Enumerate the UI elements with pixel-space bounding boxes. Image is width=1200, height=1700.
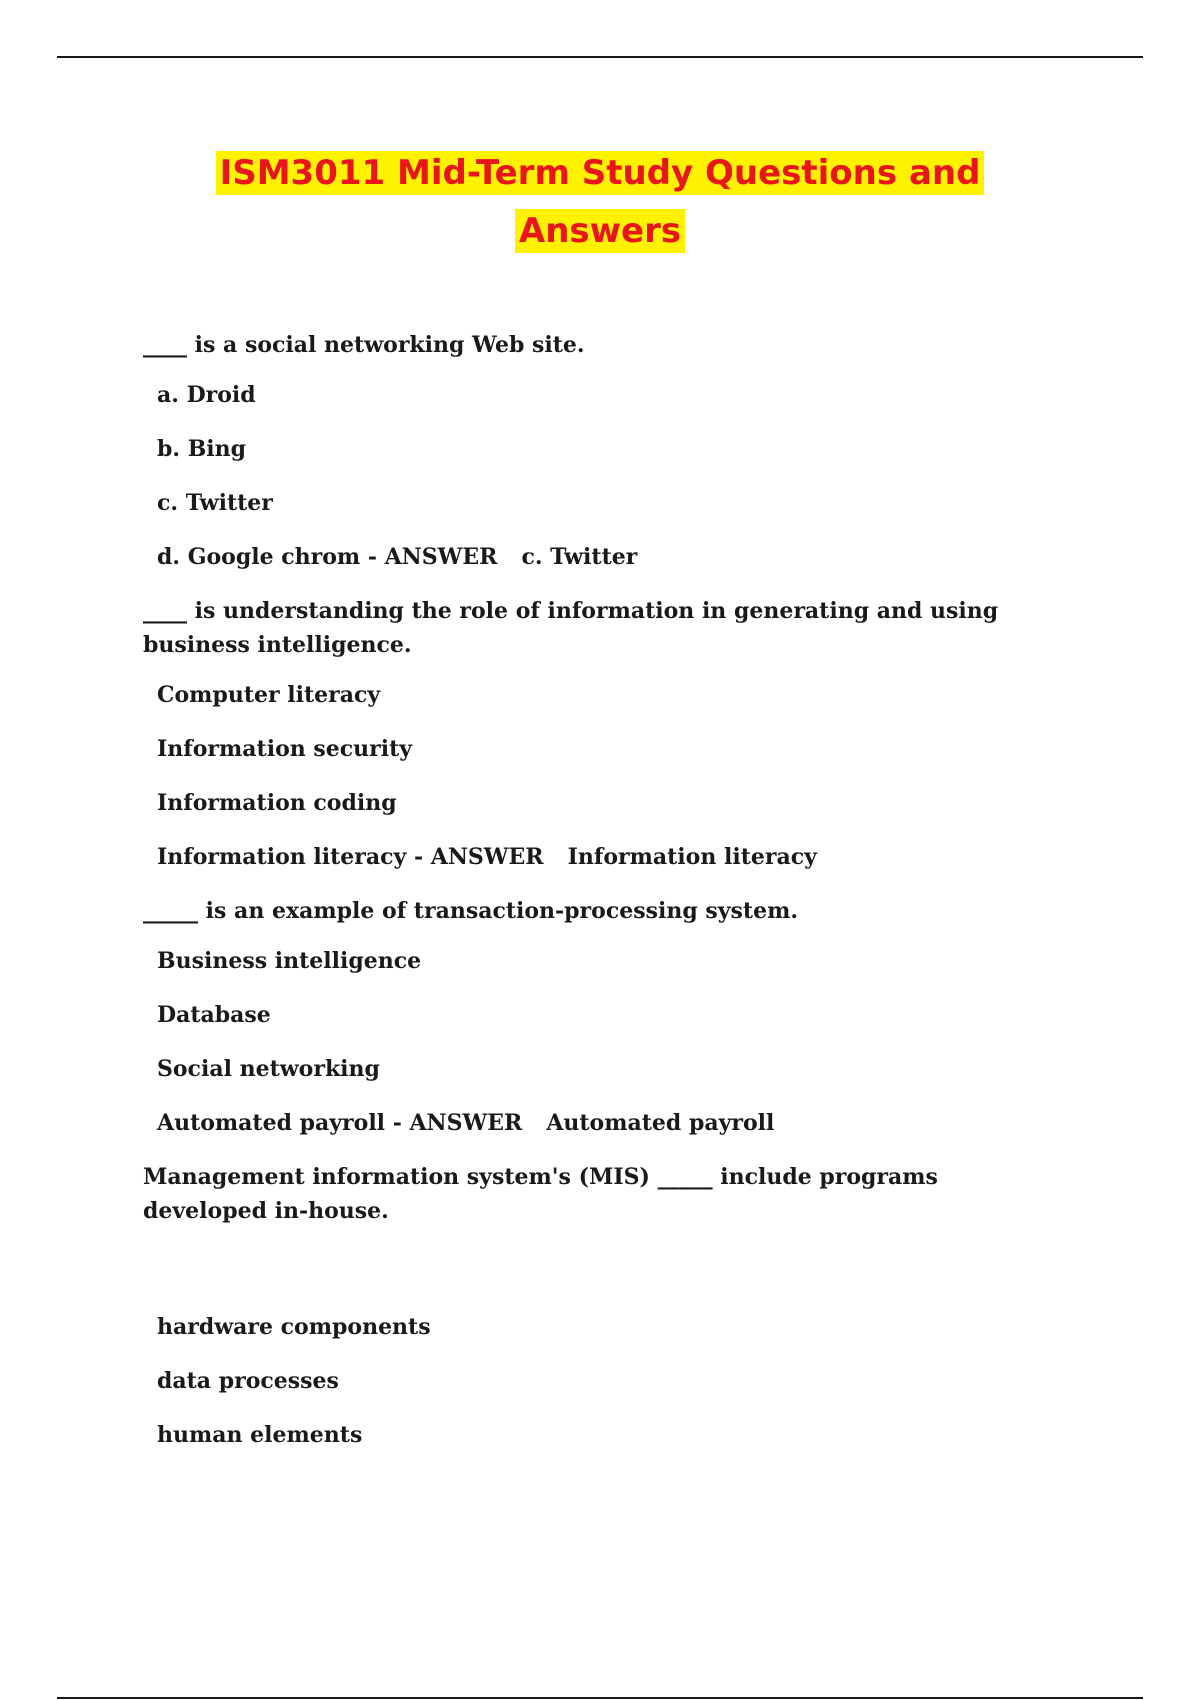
option-item: c. Twitter bbox=[157, 490, 273, 516]
option-text: d. Google chrom - ANSWER bbox=[157, 544, 498, 570]
option-item: Information security bbox=[157, 736, 413, 762]
option-item: hardware components bbox=[157, 1314, 431, 1340]
option-item: Social networking bbox=[157, 1056, 380, 1082]
question-prompt: _____ is an example of transaction-processing system. bbox=[143, 898, 799, 924]
answer-text: Automated payroll bbox=[546, 1110, 775, 1136]
option-item-with-answer bbox=[157, 840, 1063, 874]
question-prompt: Management information system's (MIS) _____ include programs developed in-house. bbox=[143, 1164, 938, 1224]
option-item: human elements bbox=[157, 1422, 363, 1448]
option-item: data processes bbox=[157, 1368, 339, 1394]
title-line-1: ISM3011 Mid-Term Study Questions and bbox=[0, 144, 1200, 202]
title-line-2: Answers bbox=[0, 202, 1200, 260]
option-item: b. Bing bbox=[157, 436, 247, 462]
answer-text: Information literacy bbox=[567, 844, 817, 870]
answer-text: c. Twitter bbox=[521, 544, 638, 570]
option-item: Computer literacy bbox=[157, 682, 381, 708]
option-text: Information literacy - ANSWER bbox=[157, 844, 544, 870]
option-item-with-answer bbox=[157, 1106, 1063, 1140]
top-rule bbox=[57, 56, 1143, 58]
option-item: Business intelligence bbox=[157, 948, 422, 974]
option-text: Automated payroll - ANSWER bbox=[157, 1110, 523, 1136]
bottom-rule bbox=[57, 1697, 1143, 1699]
option-item: Information coding bbox=[157, 790, 397, 816]
option-item-with-answer bbox=[157, 540, 1063, 574]
question-prompt: ____ is understanding the role of information in generating and using business intelligence. bbox=[143, 598, 999, 658]
question-prompt: ____ is a social networking Web site. bbox=[143, 332, 585, 358]
option-item: a. Droid bbox=[157, 382, 256, 408]
page-title bbox=[0, 144, 1200, 260]
question-list bbox=[143, 328, 1063, 1472]
option-item: Database bbox=[157, 1002, 271, 1028]
